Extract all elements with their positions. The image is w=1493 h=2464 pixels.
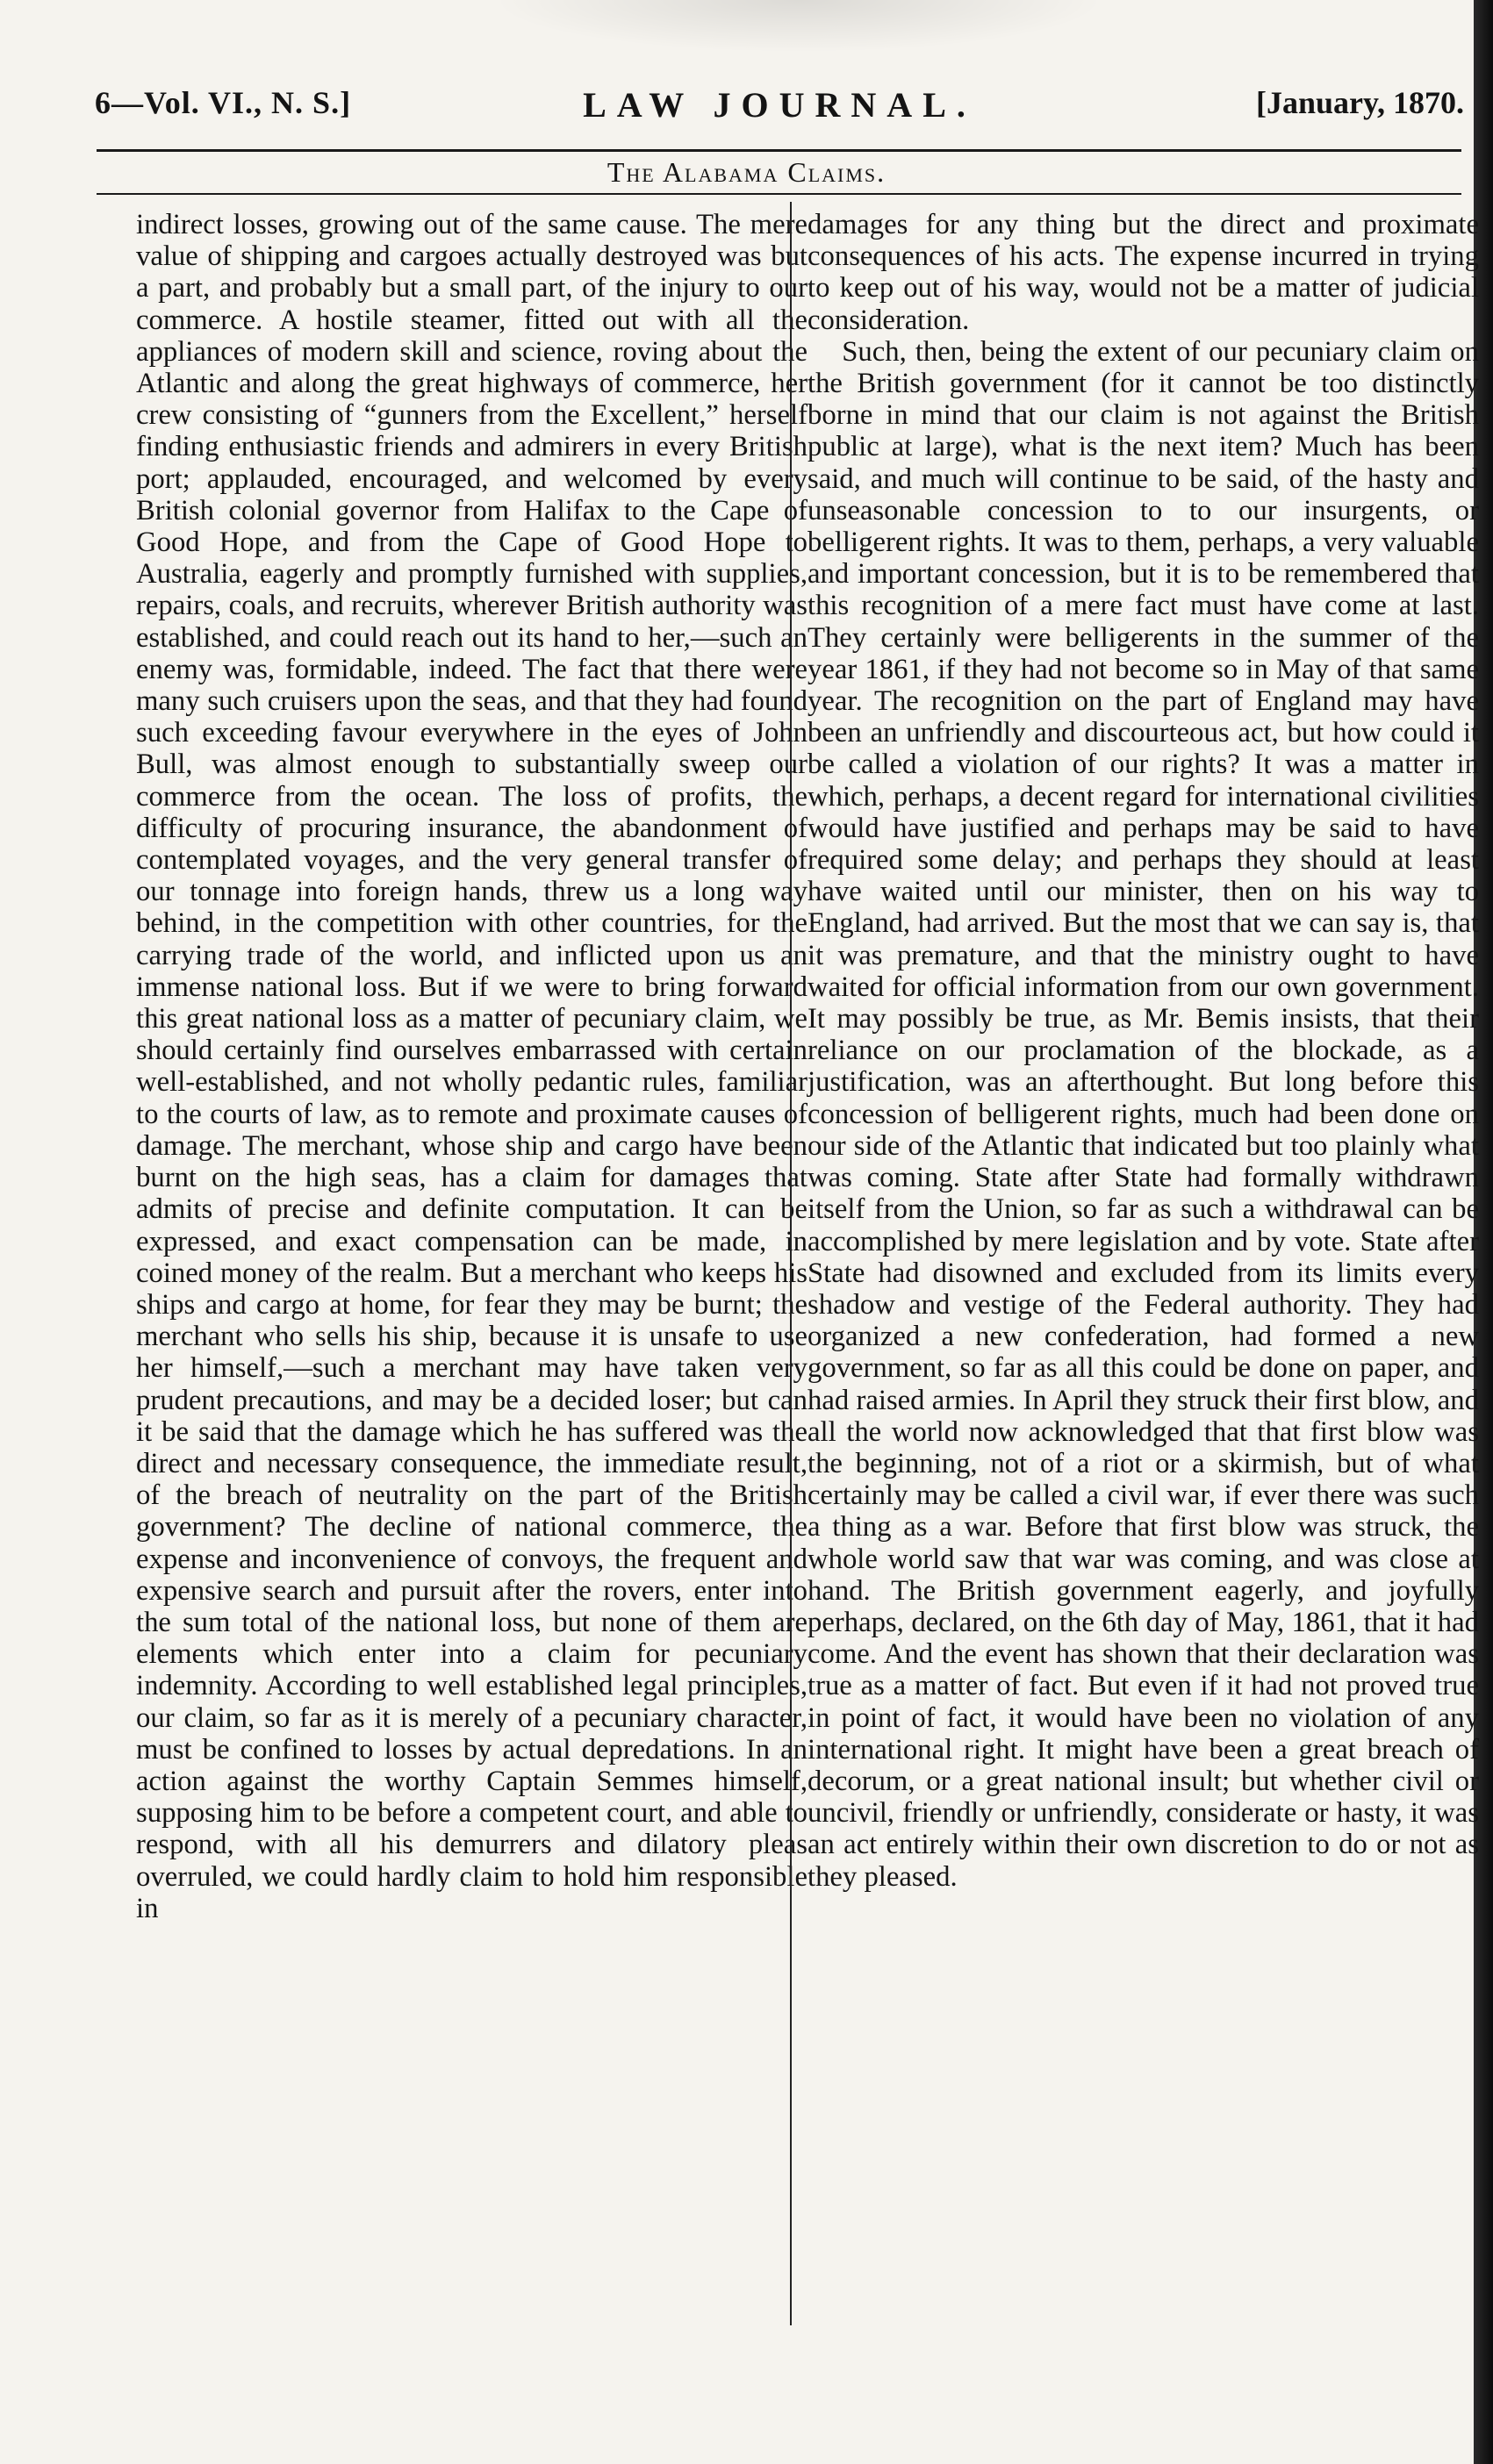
section-rule [97, 193, 1461, 195]
journal-title: LAW JOURNAL. [583, 85, 976, 125]
right-paragraph-2: Such, then, being the extent of our pecuniary claim on the British government (for it cannot be too distinctly borne in mind that our claim is not against the British public at large), what is the next item? Much has been said, and much will continue to be said, of the hasty and unseasonable concession to to our insurgents, or belligerent rights. It was to them, perhaps, a very valuable and important concession, but it is to be remembered that this recognition of a mere fact must have come at last. They certainly were belligerents in the summer of the year 1861, if they had not become so in May of that same year. The recognition on the part of England may have been an unfriendly and discourteous act, but how could it be called a violation of our rights? It was a matter in which, perhaps, a decent regard for international civilities would have justified and perhaps may be said to have required some delay; and perhaps they should at least have waited until our minister, then on his way to England, had arrived. But the most that we can say is, that it was premature, and that the ministry ought to have waited for official information from our own government. It may possibly be true, as Mr. Bemis insists, that their reliance on our proclamation of the blockade, as a justification, was an afterthought. But long before this concession of belligerent rights, much had been done on our side of the Atlantic that indicated but too plainly what was coming. State after State had formally withdrawn itself from the Union, so far as such a withdrawal can be accomplished by mere legislation and by vote. State after State had disowned and excluded from its limits every shadow and vestige of the Federal authority. They had organized a new confederation, had formed a new government, so far as all this could be done on paper, and had raised armies. In April they struck their first blow, and all the world now acknowledged that that first blow was the beginning, not of a riot or a skirmish, but of what certainly may be called a civil war, if ever there was such a thing as a war. Before that first blow was struck, the whole world saw that war was coming, and was close at hand. The British government eagerly, and joyfully perhaps, declared, on the 6th day of May, 1861, that it had come. And the event has shown that their declaration was true as a matter of fact. But even if it had not proved true in point of fact, it would have been no violation of any international right. It might have been a great breach of decorum, or a great national insult; but whether civil or uncivil, friendly or unfriendly, considerate or hasty, it was an act entirely within their own discretion to do or not as they pleased. [808, 335, 1479, 1893]
section-title: The Alabama Claims. [607, 156, 886, 188]
scan-artifact [492, 0, 1106, 53]
volume-label: 6—Vol. VI., N. S.] [95, 85, 352, 120]
left-column-text: indirect losses, growing out of the same cause. The mere value of shipping and cargoes actually destroyed was but a part, and probably but a small part, of the injury to our commerce. A hostile steamer, fitted out with all the appliances of modern skill and science, roving about the Atlantic and along the great highways of commerce, her crew consisting of “gunners from the Excellent,” herself finding enthusiastic friends and admirers in every British port; applauded, encouraged, and welcomed by every British colonial governor from Halifax to the Cape of Good Hope, and from the Cape of Good Hope to Australia, eagerly and promptly furnished with supplies, repairs, coals, and recruits, wherever British authority was established, and could reach out its hand to her,—such an enemy was, formidable, indeed. The fact that there were many such cruisers upon the seas, and that they had found such exceeding favour everywhere in the eyes of John Bull, was almost enough to substantially sweep our commerce from the ocean. The loss of profits, the difficulty of procuring insurance, the abandonment of contemplated voyages, and the very general transfer of our tonnage into foreign hands, threw us a long way behind, in the competition with other countries, for the carrying trade of the world, and inflicted upon us an immense national loss. But if we were to bring forward this great national loss as a matter of pecuniary claim, we should certainly find ourselves embarrassed with certain well-established, and not wholly pedantic rules, familiar to the courts of law, as to remote and proximate causes of damage. The merchant, whose ship and cargo have been burnt on the high seas, has a claim for damages that admits of precise and definite computation. It can be expressed, and exact compensation can be made, in coined money of the realm. But a merchant who keeps his ships and cargo at home, for fear they may be burnt; the merchant who sells his ship, because it is unsafe to use her himself,—such a merchant may have taken very prudent precautions, and may be a decided loser; but can it be said that the damage which he has suffered was the direct and necessary consequence, the immediate result, of the breach of neutrality on the part of the British government? The decline of national commerce, the expense and inconvenience of convoys, the frequent and expensive search and pursuit after the rovers, enter into the sum total of the national loss, but none of them are elements which enter into a claim for pecuniary indemnity. According to well established legal principles, our claim, so far as it is merely of a pecuniary character, must be confined to losses by actual depredations. In an action against the worthy Captain Semmes himself, supposing him to be before a competent court, and able to respond, with all his demurrers and dilatory pleas overruled, we could hardly claim to hold him responsible in [136, 209, 808, 1924]
running-header [95, 84, 1464, 128]
header-rule [97, 149, 1461, 152]
issue-date: [January, 1870. [1255, 85, 1464, 120]
right-paragraph-1: damages for any thing but the direct and proximate consequences of his acts. The expense incurred in trying to keep out of his way, would not be a matter of judicial consideration. [808, 209, 1479, 336]
right-column [808, 209, 1479, 1893]
column-divider [790, 202, 792, 2325]
left-column [136, 209, 808, 1924]
